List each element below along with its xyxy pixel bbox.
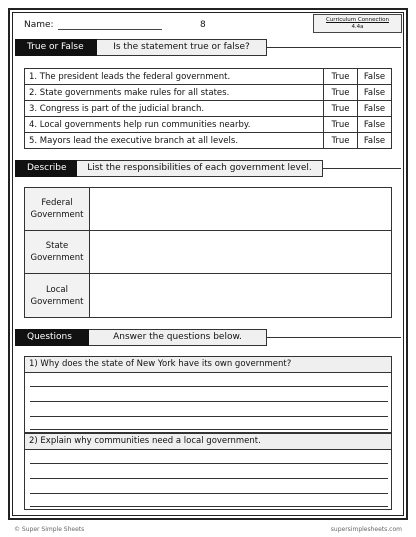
- answer-line[interactable]: [30, 478, 388, 479]
- true-false-row: [25, 117, 392, 133]
- true-false-table: [24, 68, 392, 149]
- answer-line[interactable]: [30, 506, 388, 507]
- statement-text: 4. Local governments help run communities nearby.: [25, 117, 324, 133]
- footer-copyright: © Super Simple Sheets: [14, 526, 85, 533]
- describe-label: Describe: [15, 160, 77, 177]
- true-option[interactable]: True: [324, 133, 358, 149]
- curriculum-title: Curriculum Connection: [325, 17, 390, 23]
- true-false-label: True or False: [15, 39, 97, 56]
- responsibility-row-local: [25, 274, 391, 317]
- questions-header: [15, 329, 267, 346]
- true-option[interactable]: True: [324, 85, 358, 101]
- footer-website: supersimplesheets.com: [330, 526, 402, 533]
- questions-label: Questions: [15, 329, 89, 346]
- true-false-prompt: Is the statement true or false?: [97, 39, 267, 56]
- statement-text: 1. The president leads the federal government.: [25, 69, 324, 85]
- question-text: 2) Explain why communities need a local government.: [25, 434, 391, 450]
- page-number: 8: [200, 20, 206, 30]
- responsibilities-table: [24, 187, 392, 318]
- responsibility-row-state: [25, 231, 391, 274]
- name-field[interactable]: [58, 21, 162, 30]
- statement-text: 2. State governments make rules for all states.: [25, 85, 324, 101]
- true-false-row: [25, 133, 392, 149]
- false-option[interactable]: False: [358, 117, 392, 133]
- true-false-header: [15, 39, 267, 56]
- local-answer-space[interactable]: [90, 274, 391, 317]
- responsibility-row-federal: [25, 188, 391, 231]
- false-option[interactable]: False: [358, 85, 392, 101]
- statement-text: 5. Mayors lead the executive branch at all levels.: [25, 133, 324, 149]
- answer-line[interactable]: [30, 429, 388, 430]
- describe-prompt: List the responsibilities of each government level.: [77, 160, 323, 177]
- statement-text: 3. Congress is part of the judicial branch.: [25, 101, 324, 117]
- answer-line[interactable]: [30, 493, 388, 494]
- answer-line[interactable]: [30, 401, 388, 402]
- name-label: Name:: [24, 20, 54, 30]
- true-option[interactable]: True: [324, 69, 358, 85]
- level-label: Federal Government: [25, 188, 90, 230]
- false-option[interactable]: False: [358, 101, 392, 117]
- describe-header: [15, 160, 323, 177]
- question-text: 1) Why does the state of New York have its own government?: [25, 357, 391, 373]
- curriculum-connection-box: [313, 14, 402, 33]
- federal-answer-space[interactable]: [90, 188, 391, 230]
- question-box-2: [24, 433, 392, 510]
- questions-prompt: Answer the questions below.: [89, 329, 267, 346]
- level-label: Local Government: [25, 274, 90, 317]
- answer-line[interactable]: [30, 386, 388, 387]
- true-option[interactable]: True: [324, 101, 358, 117]
- name-row: [24, 20, 162, 30]
- true-false-row: [25, 69, 392, 85]
- true-false-row: [25, 101, 392, 117]
- answer-line[interactable]: [30, 463, 388, 464]
- question-box-1: [24, 356, 392, 433]
- true-option[interactable]: True: [324, 117, 358, 133]
- curriculum-code: 4.4a: [351, 24, 364, 30]
- false-option[interactable]: False: [358, 133, 392, 149]
- level-label: State Government: [25, 231, 90, 273]
- state-answer-space[interactable]: [90, 231, 391, 273]
- true-false-row: [25, 85, 392, 101]
- answer-line[interactable]: [30, 416, 388, 417]
- false-option[interactable]: False: [358, 69, 392, 85]
